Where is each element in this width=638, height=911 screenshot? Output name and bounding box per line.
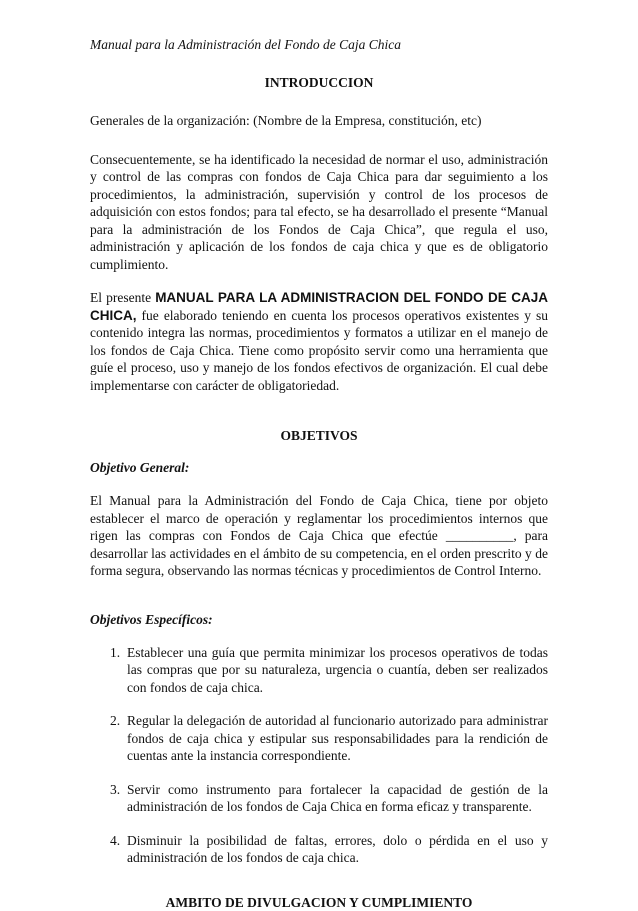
manual-title-bold: MANUAL PARA LA ADMINISTRACION DEL FONDO DE CAJA CHICA, — [90, 290, 549, 323]
page-header: Manual para la Administración del Fondo de Caja Chica — [90, 37, 401, 52]
objetivo-general-text: El Manual para la Administración del Fondo de Caja Chica, tiene por objeto establecer el marco de operación y reglamentar los procedimientos internos que rigen las compras con Fondos de Caja Chica que efectúe __________, para desarrollar las actividades en el ámbito de su competencia, en el orden prescrito y de forma segura, observando las normas técnicas y procedimientos de Control Interno. — [90, 493, 548, 578]
objetivo-general-title: Objetivo General: — [90, 460, 190, 475]
objetivos-heading: OBJETIVOS — [280, 428, 358, 443]
generales-line: Generales de la organización: (Nombre de la Empresa, constitución, etc) — [90, 113, 482, 128]
list-number: 2. — [110, 713, 121, 728]
intro-paragraph-1: Consecuentemente, se ha identificado la necesidad de normar el uso, administración y control de las compras con fondos de Caja Chica para dar seguimiento a los procedimientos, la administración, supervisión y control de los procesos de adquisición con estos fondos; para tal efecto, se ha desarrollado el presente “Manual para la administración de los Fondos de Caja Chica”, que regula el uso, administración y aplicación de los fondos de caja chica y que es de obligatorio cumplimiento. — [90, 151, 548, 272]
document-page — [90, 36, 548, 911]
list-item — [90, 712, 548, 765]
ambito-heading: AMBITO DE DIVULGACION Y CUMPLIMIENTO — [165, 894, 473, 910]
para2-rest: fue elaborado teniendo en cuenta los procesos operativos existentes y su contenido integra las normas, procedimientos y formatos a utilizar en el manejo de los fondos de Caja Chica. Tiene como propósito servir como una herramienta que guíe el proceso, uso y manejo de los fondos efectivos de organización. El cual debe implementarse con carácter de obligatoriedad. — [90, 307, 549, 393]
list-text: Establecer una guía que permita minimizar los procesos operativos de todas las compras que por su naturaleza, urgencia o cuantía, deben ser realizados con fondos de caja chica. — [127, 644, 548, 695]
list-text: Disminuir la posibilidad de faltas, errores, dolo o pérdida en el uso y administración de los fondos de caja chica. — [127, 832, 548, 865]
list-number: 1. — [110, 644, 121, 660]
list-number: 4. — [110, 832, 121, 848]
list-item — [90, 644, 548, 697]
list-item — [90, 832, 548, 867]
objetivos-especificos-title: Objetivos Específicos: — [90, 611, 213, 627]
intro-heading: INTRODUCCION — [264, 75, 374, 90]
list-text: Servir como instrumento para fortalecer la capacidad de gestión de la administración de los fondos de Caja Chica en forma eficaz y transparente. — [127, 781, 548, 814]
list-number: 3. — [110, 781, 121, 797]
para2-start: El presente — [90, 290, 152, 305]
objetivos-list — [90, 644, 548, 867]
list-item — [90, 781, 548, 816]
list-text: Regular la delegación de autoridad al funcionario autorizado para administrar fondos de caja chica y estipular sus responsabilidades para la rendición de cuentas ante la instancia correspondiente. — [127, 713, 548, 763]
intro-paragraph-2 — [90, 289, 548, 394]
